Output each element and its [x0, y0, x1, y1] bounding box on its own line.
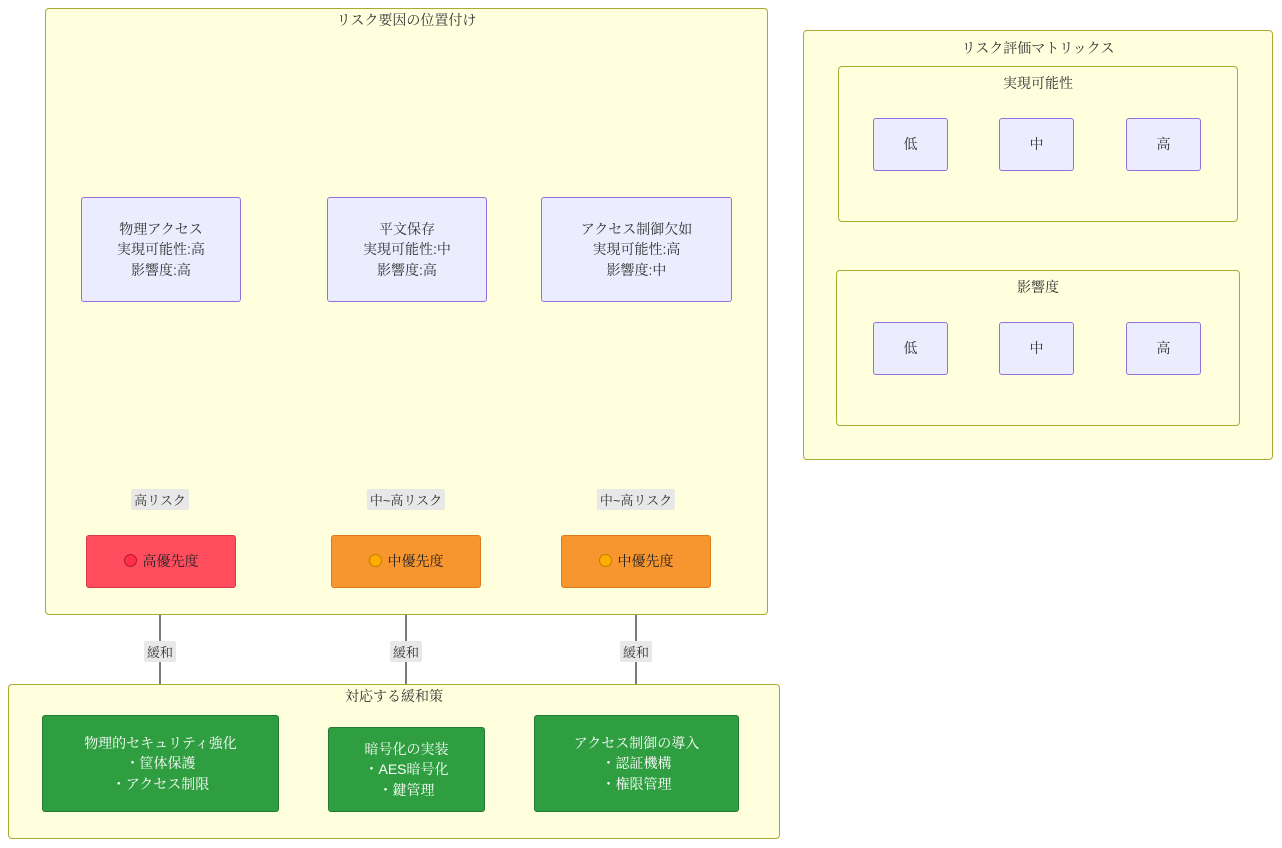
risk-factor-3-name: アクセス制御欠如 [580, 221, 693, 238]
priority-2-label: 中優先度 [387, 553, 444, 570]
feasibility-mid-label: 中 [1029, 136, 1044, 153]
impact-mid-label: 中 [1029, 340, 1044, 357]
node-risk-factor-3[interactable] [541, 197, 732, 302]
orange-circle-icon [599, 554, 612, 567]
node-feasibility-mid[interactable] [999, 118, 1074, 171]
orange-circle-icon [369, 554, 382, 567]
subcluster-feasibility-title: 実現可能性 [1003, 75, 1073, 91]
priority-3-label: 中優先度 [617, 553, 674, 570]
node-impact-high[interactable] [1126, 322, 1201, 375]
mitigation-1-item-1: ・筐体保護 [125, 755, 196, 772]
priority-1-row [124, 551, 199, 571]
node-priority-2[interactable] [331, 535, 481, 588]
risk-factor-3-impact: 影響度:中 [606, 261, 667, 278]
mitigation-1-item-2: ・アクセス制限 [111, 775, 210, 792]
subcluster-impact-title: 影響度 [1017, 279, 1059, 295]
priority-1-label: 高優先度 [142, 553, 199, 570]
mitigation-3-item-1: ・認証機構 [601, 755, 672, 772]
feasibility-low-label: 低 [903, 136, 918, 153]
node-feasibility-high[interactable] [1126, 118, 1201, 171]
node-priority-3[interactable] [561, 535, 711, 588]
edge-label-risk-level-3: 中~高リスク [597, 489, 675, 510]
edge-label-mitigation-1: 緩和 [144, 641, 176, 662]
priority-3-row [599, 551, 674, 571]
red-circle-icon [124, 554, 137, 567]
node-risk-factor-2[interactable] [327, 197, 487, 302]
impact-high-label: 高 [1156, 340, 1171, 357]
mitigation-1-title: 物理的セキュリティ強化 [84, 735, 237, 752]
edge-label-risk-level-2: 中~高リスク [367, 489, 445, 510]
node-mitigation-3[interactable] [534, 715, 739, 812]
edge-label-risk-level-1: 高リスク [131, 489, 189, 510]
cluster-mitigations-title: 対応する緩和策 [345, 688, 443, 704]
impact-low-label: 低 [903, 340, 918, 357]
cluster-risk-matrix-title: リスク評価マトリックス [961, 40, 1115, 56]
node-feasibility-low[interactable] [873, 118, 948, 171]
risk-factor-2-name: 平文保存 [379, 221, 435, 238]
node-impact-mid[interactable] [999, 322, 1074, 375]
risk-factor-1-name: 物理アクセス [119, 221, 203, 238]
node-risk-factor-1[interactable] [81, 197, 241, 302]
node-mitigation-1[interactable] [42, 715, 279, 812]
edge-label-mitigation-2: 緩和 [390, 641, 422, 662]
cluster-risk-positioning-title: リスク要因の位置付け [336, 12, 477, 28]
feasibility-high-label: 高 [1156, 136, 1171, 153]
mitigation-3-title: アクセス制御の導入 [573, 735, 700, 752]
node-priority-1[interactable] [86, 535, 236, 588]
risk-factor-1-feasibility: 実現可能性:高 [117, 241, 205, 258]
risk-factor-2-impact: 影響度:高 [377, 261, 437, 278]
cluster-risk-positioning [45, 8, 768, 615]
mitigation-2-item-2: ・鍵管理 [378, 781, 435, 798]
mitigation-2-item-1: ・AES暗号化 [364, 761, 449, 778]
mitigation-2-title: 暗号化の実装 [364, 741, 449, 758]
node-mitigation-2[interactable] [328, 727, 485, 812]
risk-factor-2-feasibility: 実現可能性:中 [363, 241, 451, 258]
edge-label-mitigation-3: 緩和 [620, 641, 652, 662]
node-impact-low[interactable] [873, 322, 948, 375]
risk-factor-3-feasibility: 実現可能性:高 [592, 241, 681, 258]
mitigation-3-item-2: ・権限管理 [601, 775, 672, 792]
priority-2-row [369, 551, 444, 571]
risk-factor-1-impact: 影響度:高 [131, 261, 191, 278]
